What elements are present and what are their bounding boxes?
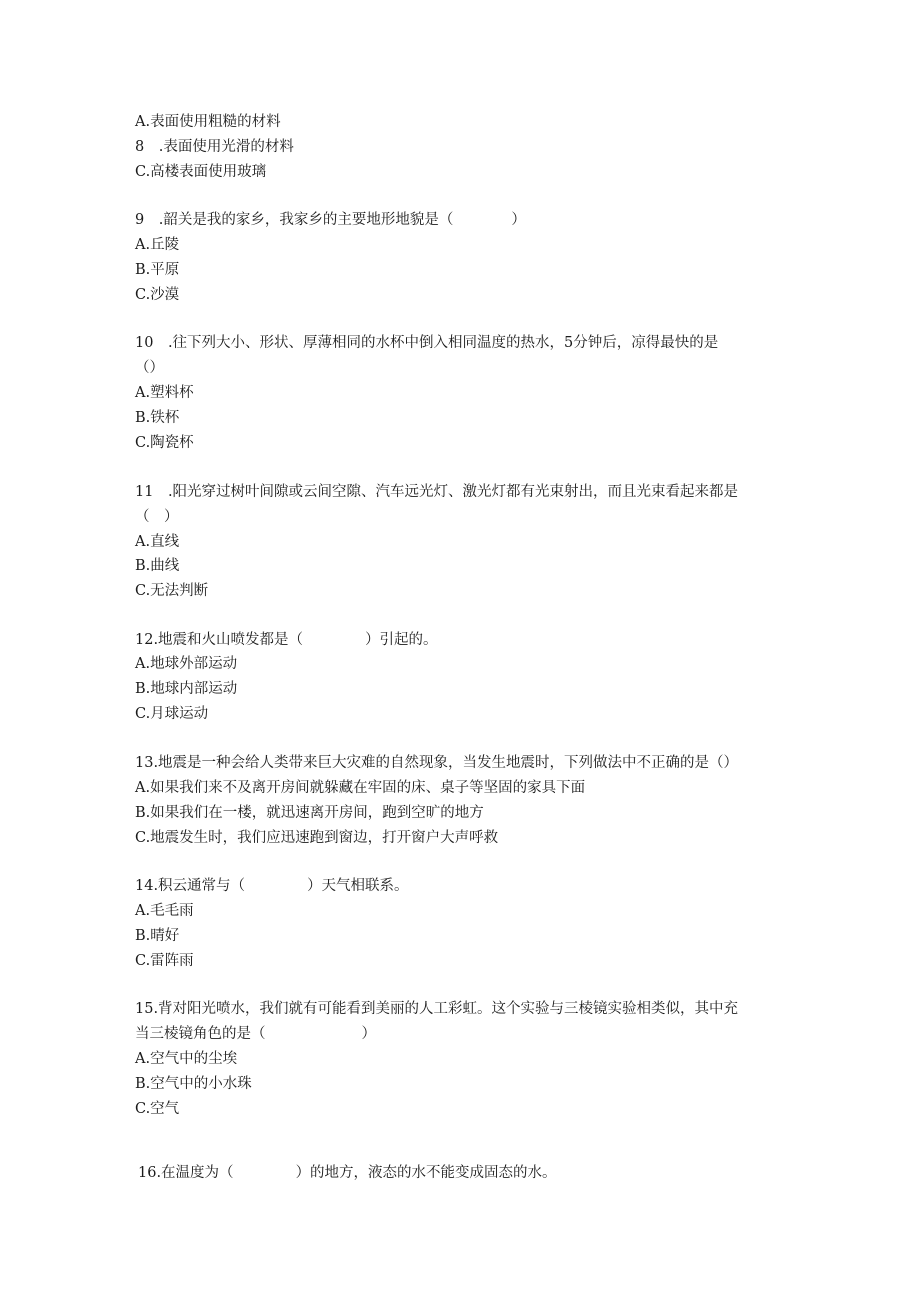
q14-stem: 14.积云通常与（ bbox=[135, 878, 246, 894]
q12-stem: 12.地震和火山喷发都是（ bbox=[135, 632, 304, 648]
q13-option-c: C.地震发生时，我们应迅速跑到窗边，打开窗户大声呼救 bbox=[135, 830, 499, 846]
q15-stem-continued: 当三棱镜角色的是（ bbox=[135, 1026, 266, 1042]
q12-stem-end: ）引起的。 bbox=[365, 632, 438, 648]
q11-option-c: C.无法判断 bbox=[135, 583, 209, 599]
q15-option-a: A.空气中的尘埃 bbox=[135, 1051, 238, 1067]
q16-stem-end: ）的地方，液态的水不能变成固态的水。 bbox=[295, 1165, 557, 1181]
q11-option-a: A.直线 bbox=[135, 534, 180, 550]
q14-stem-end: ）天气相联系。 bbox=[307, 878, 409, 894]
q15-stem-end: ） bbox=[361, 1026, 376, 1042]
q12-stem-line bbox=[135, 630, 438, 650]
q11-option-b: B.曲线 bbox=[135, 558, 180, 574]
q13-option-b: B.如果我们在一楼，就迅速离开房间，跑到空旷的地方 bbox=[135, 805, 484, 821]
q13-option-a: A.如果我们来不及离开房间就躲藏在牢固的床、桌子等坚固的家具下面 bbox=[135, 780, 586, 796]
q16-stem: 16.在温度为（ bbox=[138, 1165, 234, 1181]
q16-stem-line bbox=[138, 1163, 557, 1183]
q13-stem: 13.地震是一种会给人类带来巨大灾难的自然现象，当发生地震时，下列做法中不正确的是（） bbox=[135, 755, 739, 771]
q9-option-c: C.沙漠 bbox=[135, 287, 180, 303]
q14-stem-line bbox=[135, 876, 409, 896]
q15-stem: 15.背对阳光喷水，我们就有可能看到美丽的人工彩虹。这个实验与三棱镜实验相类似，其中充 bbox=[135, 1001, 739, 1017]
q10-stem-continued: （） bbox=[135, 360, 164, 376]
q8-option-b: 8 .表面使用光滑的材料 bbox=[135, 139, 294, 155]
q15-option-b: B.空气中的小水珠 bbox=[135, 1076, 252, 1092]
q8-option-c: C.高楼表面使用玻璃 bbox=[135, 164, 267, 180]
q10-option-c: C.陶瓷杯 bbox=[135, 435, 194, 451]
q10-option-b: B.铁杯 bbox=[135, 410, 180, 426]
q9-option-a: A.丘陵 bbox=[135, 237, 180, 253]
q12-option-b: B.地球内部运动 bbox=[135, 681, 238, 697]
q14-option-b: B.晴好 bbox=[135, 928, 180, 944]
q14-option-a: A.毛毛雨 bbox=[135, 903, 194, 919]
q9-stem: 9 .韶关是我的家乡，我家乡的主要地形地貌是（ bbox=[135, 212, 454, 228]
q9-stem-end: ） bbox=[511, 212, 526, 228]
q11-stem-continued: （ ） bbox=[135, 509, 179, 525]
q14-option-c: C.雷阵雨 bbox=[135, 953, 194, 969]
q9-stem-line bbox=[135, 210, 526, 230]
q12-option-c: C.月球运动 bbox=[135, 706, 209, 722]
q12-option-a: A.地球外部运动 bbox=[135, 656, 238, 672]
q11-stem: 11 .阳光穿过树叶间隙或云间空隙、汽车远光灯、激光灯都有光束射出，而且光束看起来都是 bbox=[135, 484, 739, 500]
q15-stem-continued-line bbox=[135, 1024, 376, 1044]
q9-option-b: B.平原 bbox=[135, 262, 180, 278]
q10-option-a: A.塑料杯 bbox=[135, 385, 194, 401]
q15-option-c: C.空气 bbox=[135, 1101, 180, 1117]
q8-option-a: A.表面使用粗糙的材料 bbox=[135, 114, 281, 130]
q10-stem: 10 .往下列大小、形状、厚薄相同的水杯中倒入相同温度的热水，5分钟后，凉得最快的是 bbox=[135, 335, 719, 351]
